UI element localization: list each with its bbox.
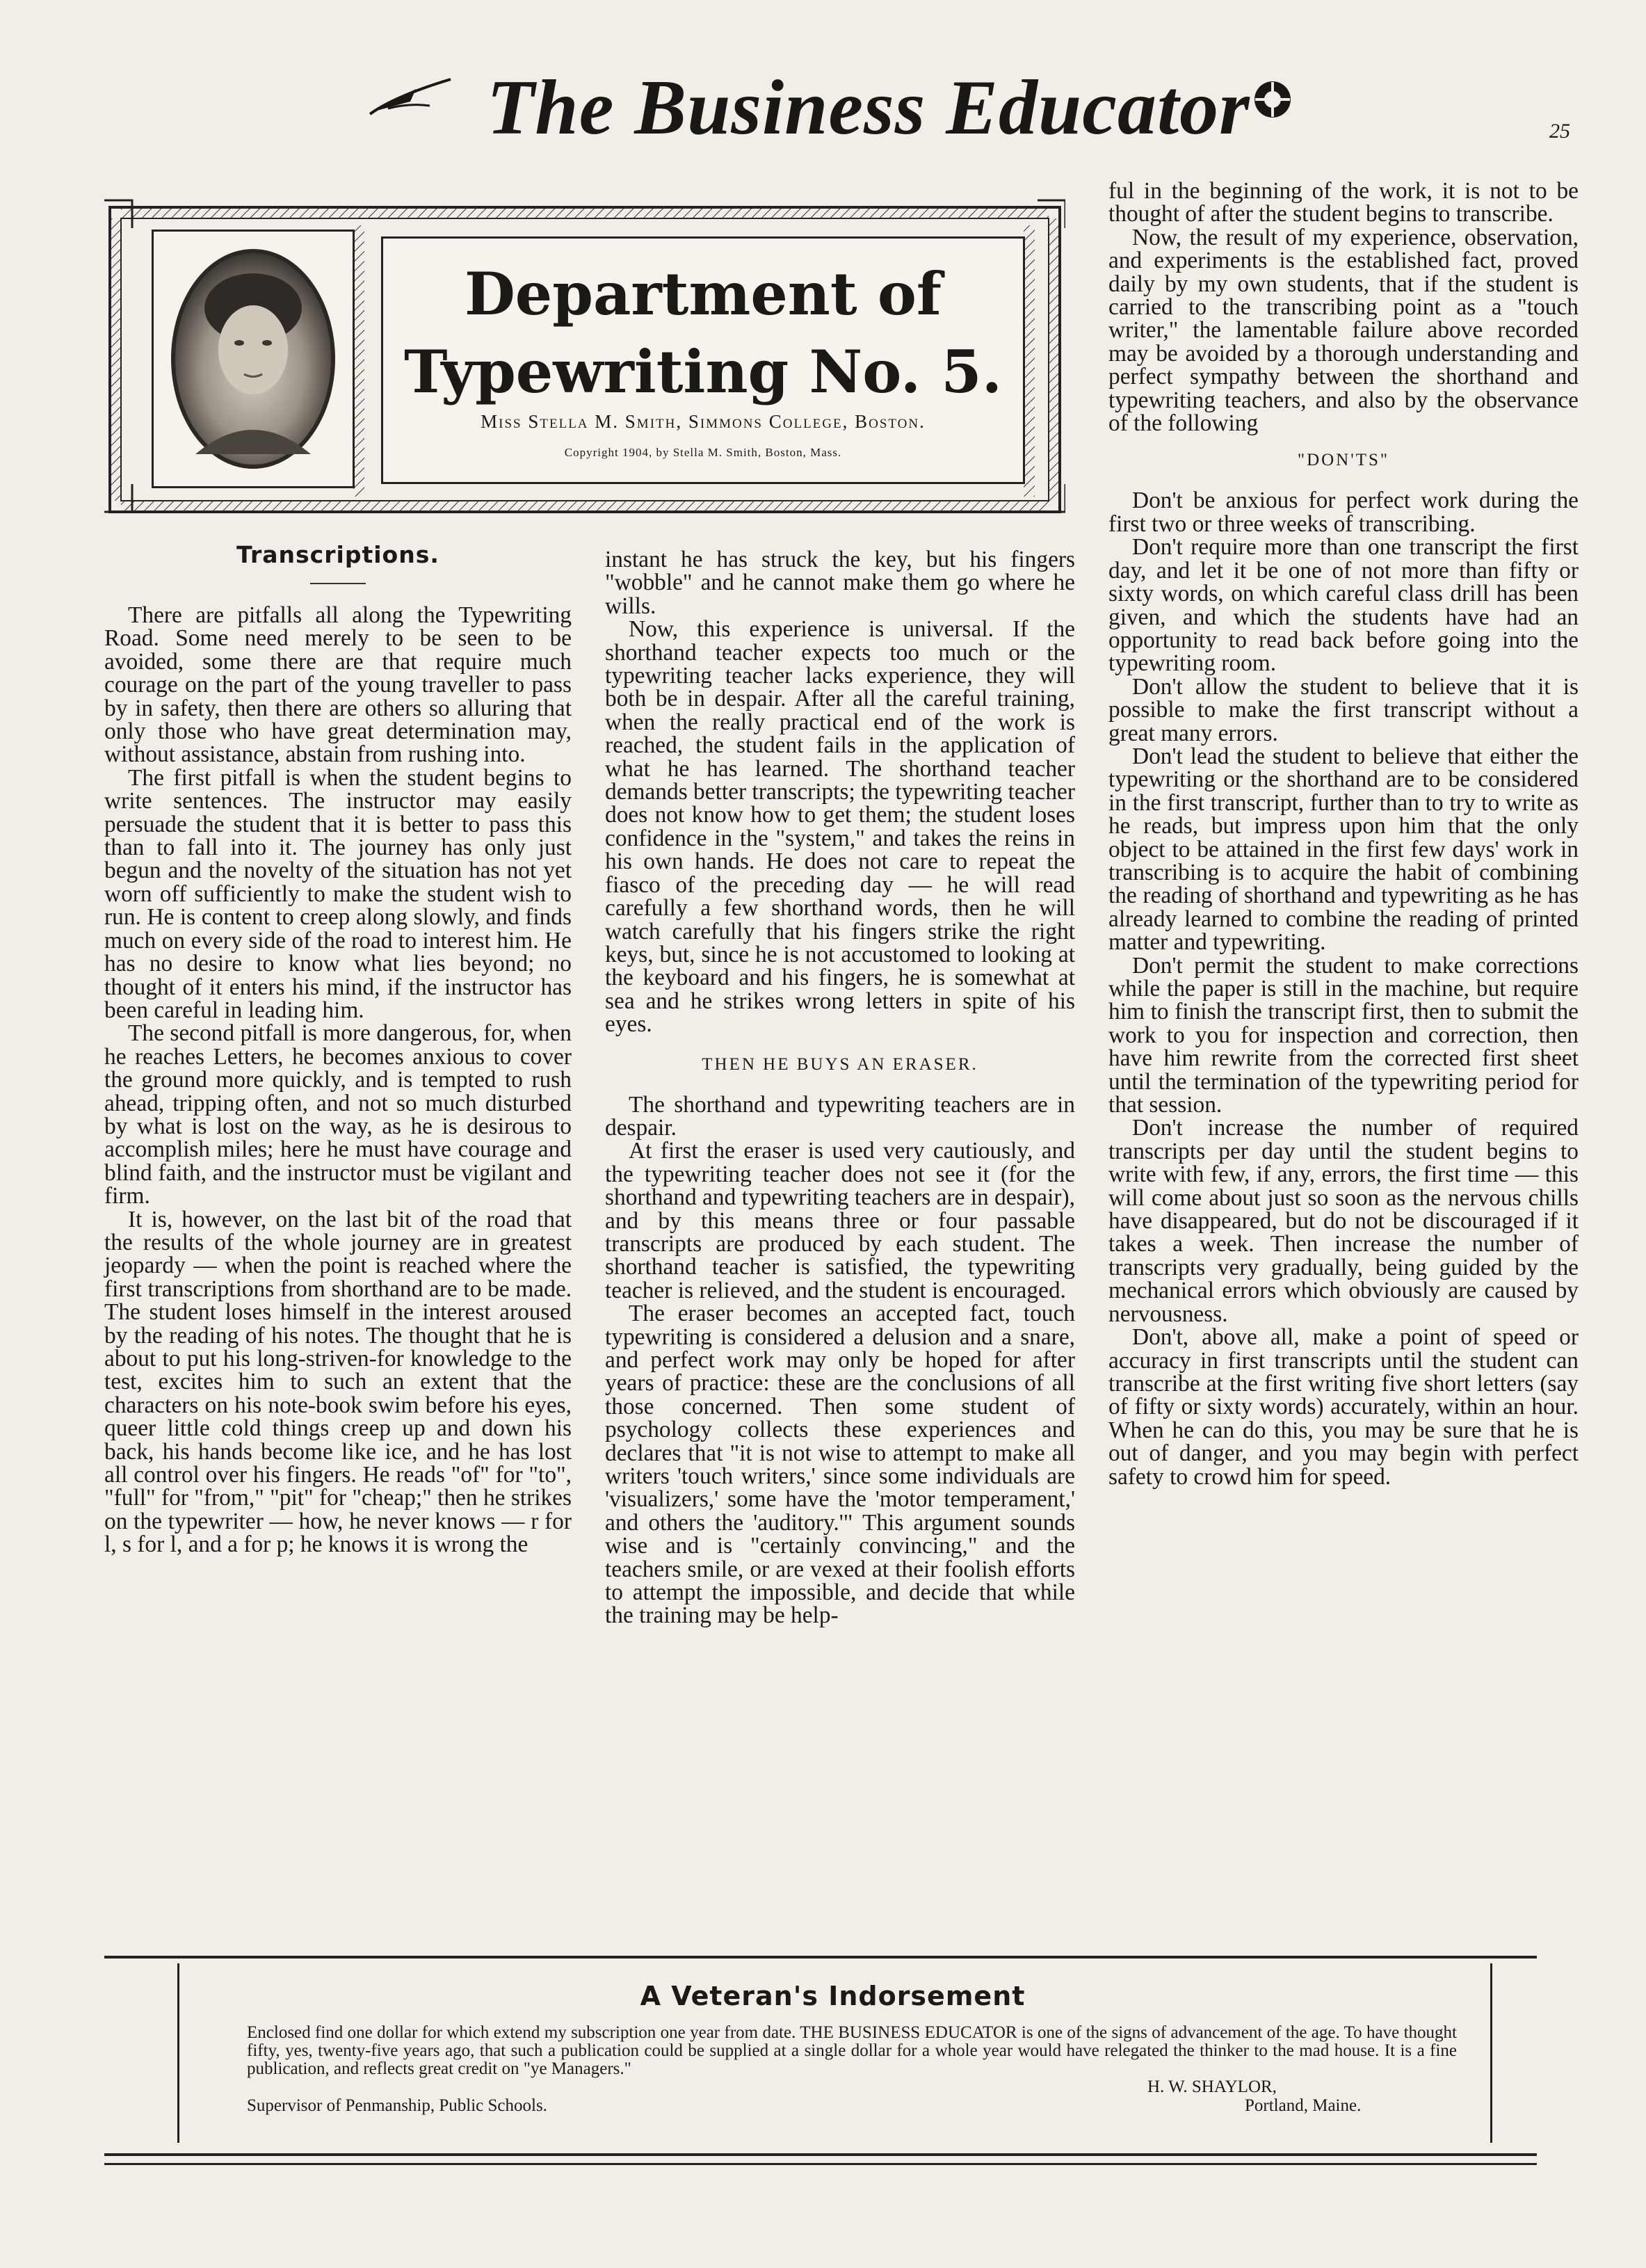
paragraph: Don't lead the student to believe that either the typewriting or the shorthand are to be considered in the first transcript, further than to try to write as he reads, but impress upon him that the only object to be attained in the first few days' work in transcribing is to acquire the habit of combining the reading of shorthand and typewriting as he has already learned to combine the reading of printed matter and typewriting. xyxy=(1108,743,1579,956)
paragraph: The second pitfall is more dangerous, for, when he reaches Letters, he becomes anxious to cover the ground more quickly, and is tempted to rush ahead, tripping often, and not so much disturbed by what is lost on the way, as he is desirous to accomplish miles; here he must have courage and blind faith, and the instructor must be vigilant and firm. xyxy=(104,1020,572,1209)
paragraph: Don't, above all, make a point of speed or accuracy in first transcripts until the student can transcribe at the first writing five short letters (say of fifty or sixty words) accurately, within an hour. When he can do this, you may be sure that he is out of danger, and you may begin with perfect safety to crowd him for speed. xyxy=(1108,1324,1579,1490)
paragraph: Don't require more than one transcript the first day, and let it be one of not more than fifty or sixty words, on which careful class drill has been given, and which the students have had an opportunity to read back before going into the typewriting room. xyxy=(1108,534,1579,677)
paragraph: Don't allow the student to believe that it is possible to make the first transcript without a great many errors. xyxy=(1108,673,1579,746)
section-title: Transcriptions. xyxy=(236,541,439,568)
department-title-box xyxy=(381,236,1025,484)
indorsement-text: Enclosed find one dollar for which extend my subscription one year from date. THE BUSINESS EDUCATOR is one of the signs of advancement of the age. To have thought fifty, yes, twenty-five years ago, that such a publication could be supplied at a single dollar for a whole year would have relegated the thinker to the mad house. It is a fine publication, and reflects great credit on "ye Managers." xyxy=(247,2023,1457,2078)
subheading-donts: "DON'TS" xyxy=(1297,451,1390,470)
paragraph: Now, this experience is universal. If the shorthand teacher expects too much or the typewriting teacher lacks experience, they will both be in despair. After all the careful training, when the really practical end of the work is reached, the student fails in the application of what he has learned. The shorthand teacher demands better transcripts; the typewriting teacher does not know how to get them; the student loses confidence in the "system," and takes the reins in his own hands. He does not care to repeat the fiasco of the preceding day — he will read carefully a few shorthand words, then he will watch carefully that his fingers strike the right keys, but, since he is not accustomed to looking at the keyboard and his fingers, he is somewhat at sea and he strikes wrong letters in spite of his eyes. xyxy=(605,616,1075,1038)
article-column-3 xyxy=(1108,179,1579,1904)
author-line: Miss Stella M. Smith, Simmons College, Boston. xyxy=(481,411,926,432)
paragraph: Don't permit the student to make corrections while the paper is still in the machine, but require him to finish the transcript first, then to submit the work to you for inspection and correction, then have him rewrite from the corrected first sheet until the termination of the typewriting period for that session. xyxy=(1108,952,1579,1118)
author-portrait-frame xyxy=(152,230,355,488)
section-divider xyxy=(310,583,366,584)
paragraph: Now, the result of my experience, observation, and experiments is the established fact, proved daily by my own students, that if the student is carried to the transcribing point as a "touch writer," the lamentable failure above recorded may be avoided by a thorough understanding and perfect sympathy between the shorthand and typewriting teachers, and also by the observance of the following xyxy=(1108,224,1579,437)
quill-pen-icon xyxy=(367,75,458,117)
indorsement-signer: H. W. SHAYLOR, xyxy=(1147,2077,1277,2096)
article-column-1 xyxy=(104,541,572,1876)
indorsement-position: Supervisor of Penmanship, Public Schools. xyxy=(247,2096,547,2115)
paragraph: Don't be anxious for perfect work during the first two or three weeks of transcribing. xyxy=(1108,488,1579,537)
paragraph: instant he has struck the key, but his fingers "wobble" and he cannot make them go where he wills. xyxy=(605,547,1075,619)
paragraph: It is, however, on the last bit of the road that the results of the whole journey are in greatest jeopardy — when the point is reached where the first transcriptions from shorthand are to be made. The student loses himself in the interest aroused by the reading of his notes. The thought that he is about to put his long-striven-for knowledge to the test, excites him to such an extent that the characters on his note-book swim before his eyes, queer little cold things creep up and down his back, his hands become like ice, and he has lost all control over his fingers. He reads "of" for "to", "full" for "from," "pit" for "cheap;" then he strikes on the typewriter — how, he never knows — r for l, s for l, and a for p; he knows it is wrong the xyxy=(104,1206,572,1558)
indorsement-title: A Veteran's Indorsement xyxy=(640,1981,1026,2011)
copyright-line: Copyright 1904, by Stella M. Smith, Boston, Mass. xyxy=(564,446,842,459)
ornament-emblem-icon xyxy=(1248,75,1297,124)
title-line-1: Department of xyxy=(464,259,942,328)
title-line-2: Typewriting No. 5. xyxy=(403,337,1002,406)
page-number: 25 xyxy=(1549,120,1570,143)
paragraph: ful in the beginning of the work, it is not to be thought of after the student begins to transcribe. xyxy=(1108,178,1579,227)
bottom-rule xyxy=(104,2163,1537,2165)
subheading-eraser: THEN HE BUYS AN ERASER. xyxy=(702,1054,978,1074)
paragraph: At first the eraser is used very cautiously, and the typewriting teacher does not see it (for the shorthand and typewriting teachers are in despair), and by this means three or four passable transcripts are produced by each student. The shorthand teacher is satisfied, the typewriting teacher is relieved, and the student is encouraged. xyxy=(605,1138,1075,1303)
paragraph: Don't increase the number of required transcripts per day until the student begins to write with few, if any, errors, the first time — this will come about just so soon as the nervous chills have disappeared, but do not be discouraged if it takes a week. Then increase the number of transcripts very gradually, being guided by the mechanical errors which obviously are caused by nervousness. xyxy=(1108,1115,1579,1327)
department-title xyxy=(383,255,1023,411)
paragraph: There are pitfalls all along the Typewriting Road. Some need merely to be seen to be avoided, some there are that require much courage on the part of the young traveller to pass by in safety, then there are others so alluring that only those who have great determination may, without assistance, abstain from rushing into. xyxy=(104,602,572,768)
paragraph: The eraser becomes an accepted fact, touch typewriting is considered a delusion and a snare, and perfect work may only be hoped for after years of practice: these are the conclusions of all those concerned. Then some student of psychology collects these experiences and declares that "it is not wise to attempt to make all writers 'touch writers,' since some individuals are 'visualizers,' some have the 'motor temperament,' and others the 'auditory.'" This argument sounds wise and is "certainly convincing," and the teachers smile, or are vexed at their foolish efforts to attempt the impossible, and decide that while the training may be help- xyxy=(605,1301,1075,1629)
masthead-title: The Business Educator xyxy=(487,65,1250,151)
paragraph: The first pitfall is when the student begins to write sentences. The instructor may easily persuade the student that it is better to pass this than to fall into it. The journey has only just begun and the novelty of the situation has not yet worn off sufficiently to make the student wish to run. He is content to creep along slowly, and finds much on every side of the road to interest him. He has no desire to know what lies beyond; no thought of it enters his mind, if the instructor has been careful in leading him. xyxy=(104,764,572,1023)
author-portrait xyxy=(154,232,353,486)
article-column-2 xyxy=(605,548,1075,1904)
paragraph: The shorthand and typewriting teachers are in despair. xyxy=(605,1091,1075,1141)
indorsement-location: Portland, Maine. xyxy=(1245,2096,1362,2115)
